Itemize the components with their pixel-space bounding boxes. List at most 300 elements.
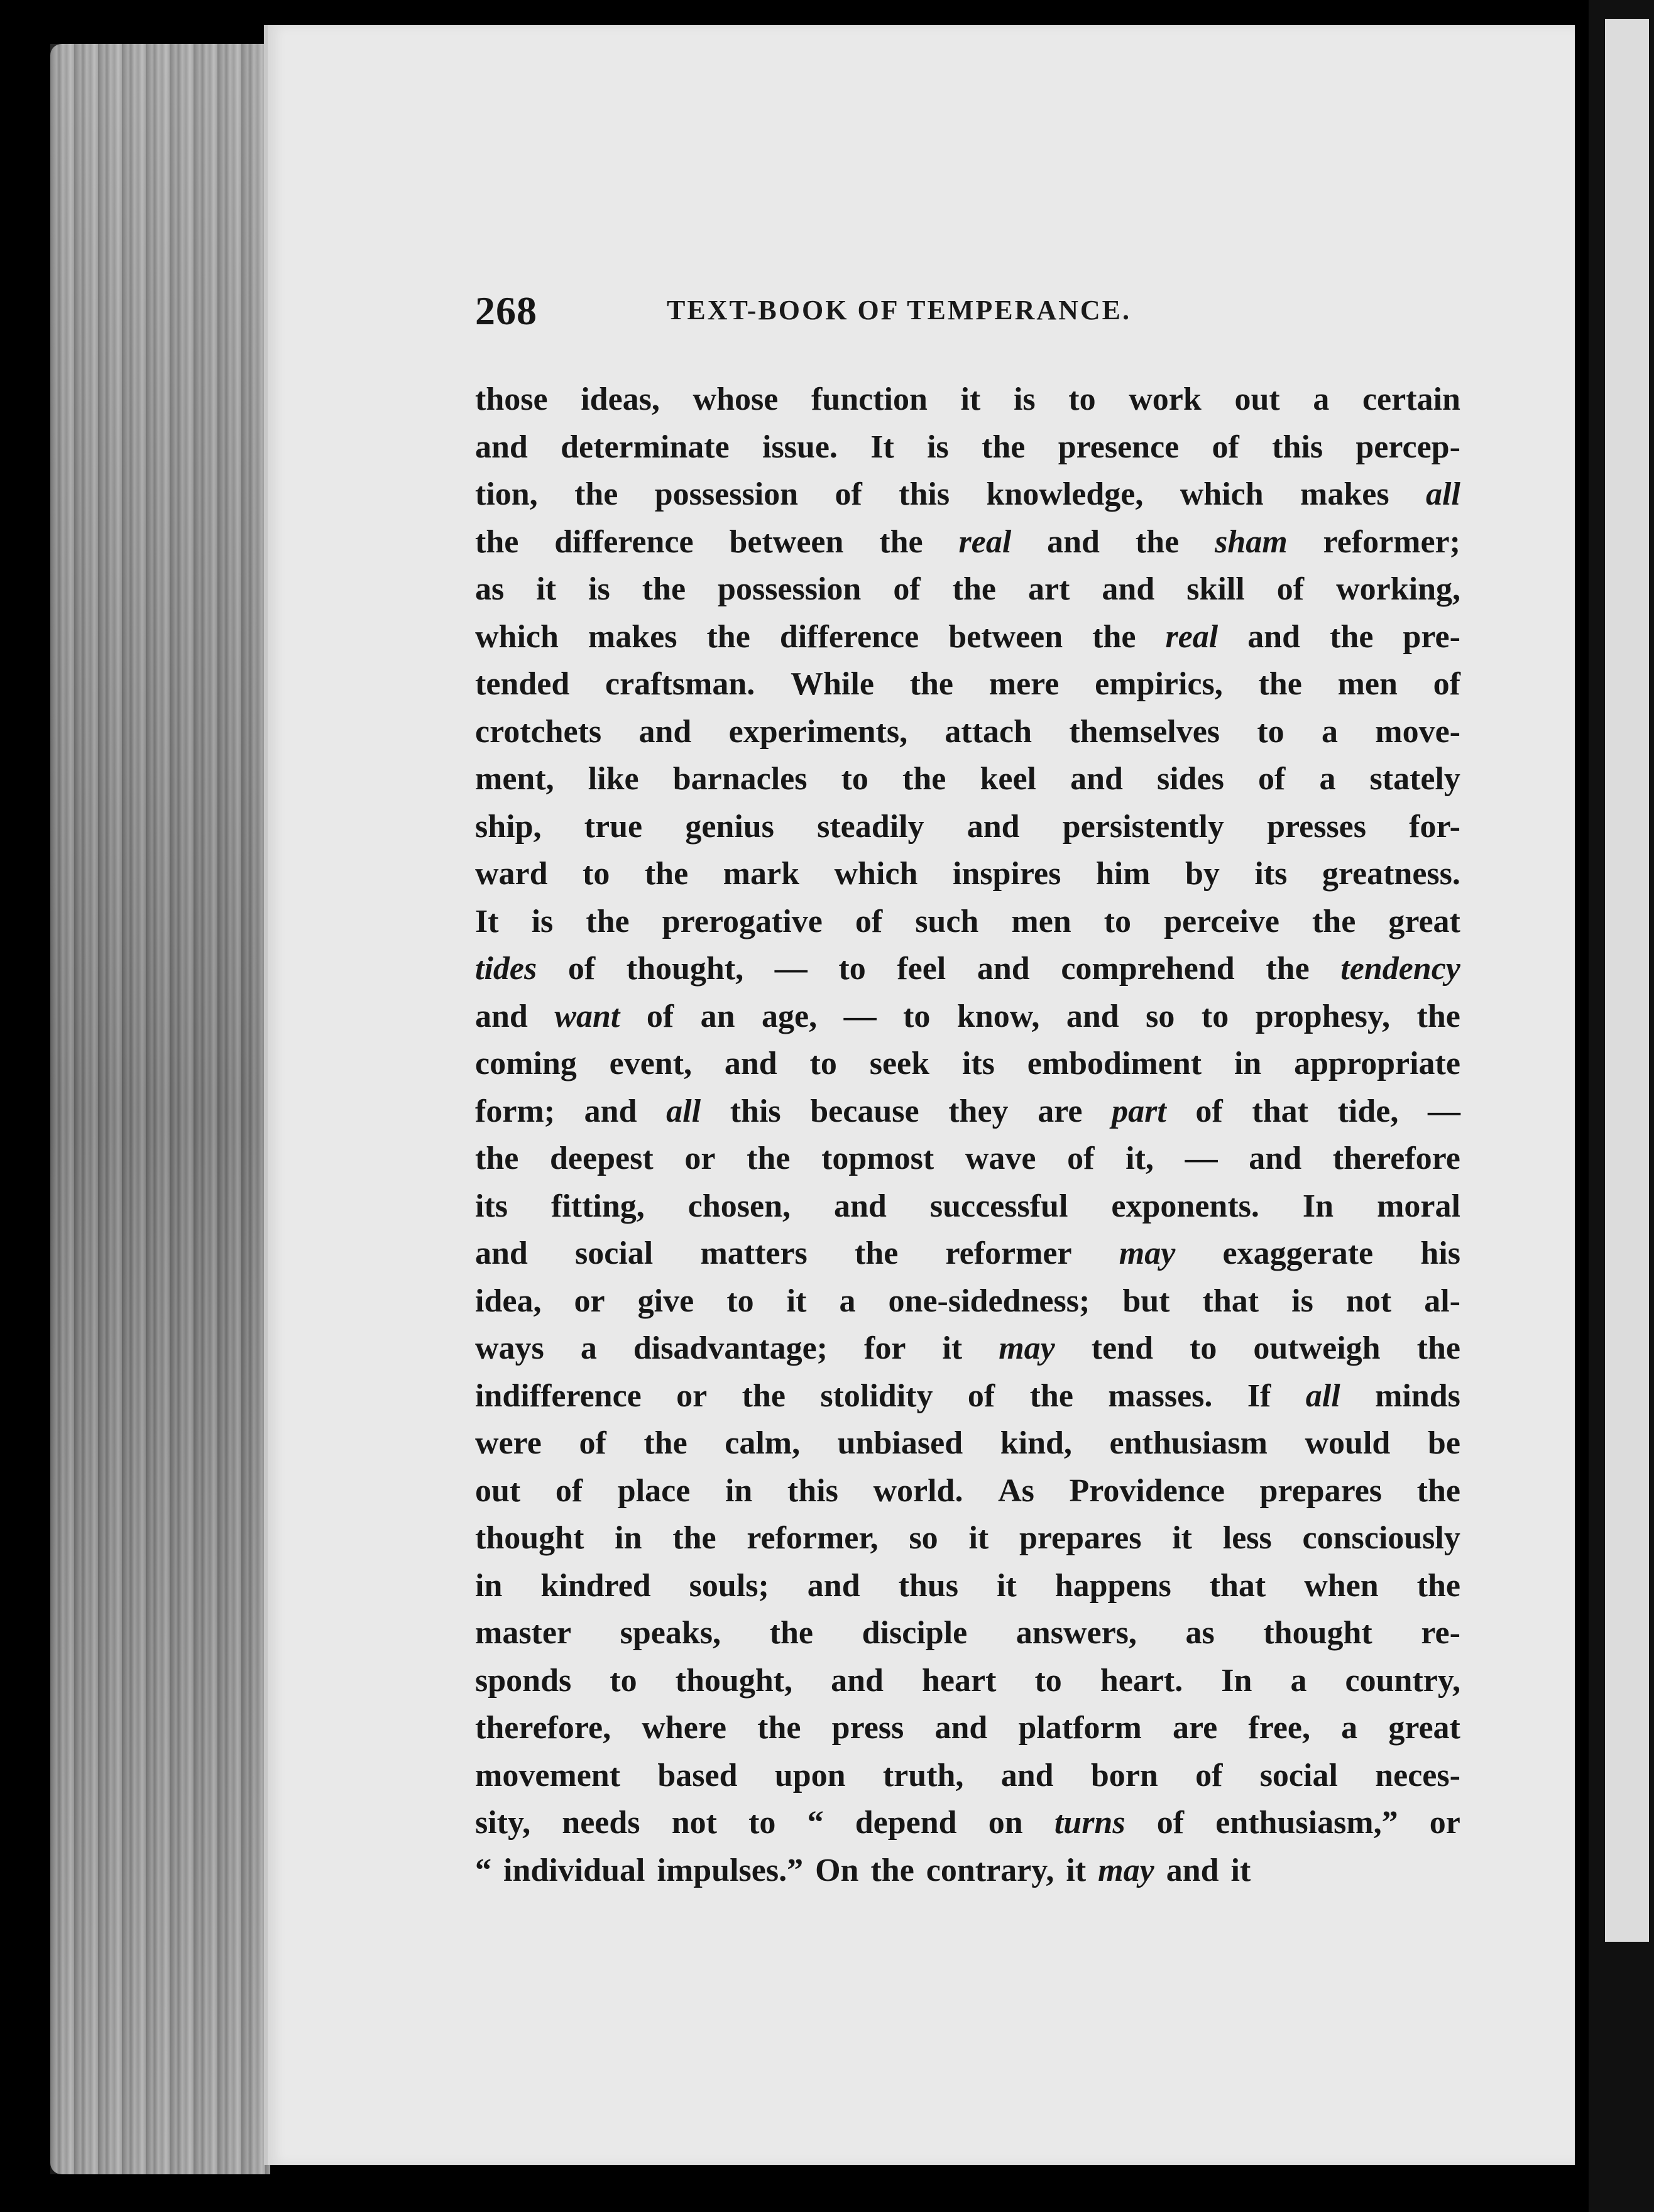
word: coming [475, 1046, 577, 1081]
word: this [787, 1472, 838, 1509]
word: country, [1345, 1662, 1460, 1699]
word: tendency [1340, 951, 1460, 987]
word: disadvantage; [633, 1330, 828, 1366]
word: the [1416, 1472, 1460, 1509]
word: enthusiasm [1109, 1425, 1268, 1461]
word: the [870, 1852, 914, 1888]
word: and [1249, 1141, 1302, 1176]
word: great [1388, 1710, 1460, 1746]
word: were [475, 1425, 542, 1461]
word: when [1304, 1567, 1379, 1604]
word: a [580, 1330, 597, 1366]
word: social [1259, 1757, 1338, 1793]
word: so [909, 1520, 938, 1556]
word: depend [855, 1805, 957, 1841]
word: for [864, 1330, 906, 1366]
text-line [475, 755, 1460, 803]
word: and [1000, 1757, 1054, 1793]
text-line [475, 1278, 1460, 1325]
word: are [1173, 1710, 1218, 1746]
word: to [726, 1283, 754, 1319]
word: successful [929, 1188, 1068, 1224]
word: and [724, 1046, 777, 1081]
word: and [638, 713, 692, 750]
word: and [1047, 523, 1100, 560]
word: it [942, 1330, 963, 1366]
text-line [475, 1135, 1460, 1183]
word: thought [475, 1520, 584, 1556]
word: a [1341, 1710, 1358, 1746]
word: its [961, 1046, 995, 1081]
word: the [879, 523, 923, 560]
word: and [1066, 998, 1119, 1034]
word: deepest [550, 1141, 654, 1176]
word: appropriate [1294, 1046, 1460, 1081]
word: perceive [1164, 903, 1279, 939]
word: neces- [1375, 1757, 1460, 1793]
word: between [948, 618, 1063, 655]
word: “ [475, 1852, 491, 1888]
word: idea, [475, 1283, 542, 1319]
word: by [1185, 856, 1220, 892]
word: function [811, 381, 928, 417]
word: because [810, 1093, 919, 1129]
word: like [588, 761, 639, 797]
text-line [475, 1372, 1460, 1420]
word: embodiment [1027, 1046, 1202, 1081]
word: the [672, 1520, 716, 1556]
word: of [835, 476, 862, 512]
word: of [1276, 571, 1305, 607]
book-page [264, 25, 1575, 2165]
word: where [642, 1710, 727, 1746]
word: in [475, 1567, 503, 1604]
word: inspires [952, 856, 1061, 892]
word: Providence [1069, 1472, 1225, 1509]
word: craftsman. [605, 666, 755, 702]
text-line [475, 1704, 1460, 1752]
word: therefore [1332, 1141, 1460, 1176]
word: they [948, 1093, 1009, 1129]
word: makes [1300, 476, 1389, 512]
text-line [475, 1230, 1460, 1278]
word: of [855, 903, 883, 939]
word: stately [1369, 761, 1460, 797]
word: it [996, 1567, 1017, 1604]
word: wave [965, 1141, 1036, 1176]
word: and [475, 1235, 528, 1271]
word: is [927, 429, 949, 465]
word: In [1221, 1662, 1252, 1699]
word: the [586, 903, 630, 939]
word: kind, [1000, 1425, 1072, 1461]
text-line [475, 1040, 1460, 1088]
word: the [1416, 998, 1460, 1034]
word: for- [1409, 808, 1460, 845]
word: outweigh [1253, 1330, 1381, 1366]
word: are [1038, 1093, 1083, 1129]
word: this [730, 1093, 781, 1129]
word: an [700, 998, 735, 1034]
word: steadily [817, 808, 924, 845]
word: to [1201, 998, 1229, 1034]
word: and [967, 808, 1020, 845]
word: greatness. [1322, 856, 1460, 892]
text-line [475, 803, 1460, 851]
word: genius [685, 808, 774, 845]
word: give [637, 1283, 694, 1319]
word: tended [475, 666, 570, 702]
word: of [567, 951, 596, 987]
word: tide, [1337, 1093, 1399, 1129]
word: all [1305, 1377, 1340, 1414]
word: all [1425, 476, 1460, 512]
next-page-edge [1589, 0, 1654, 2212]
word: may [1119, 1235, 1176, 1271]
word: is [1291, 1283, 1313, 1319]
word: the [1312, 903, 1356, 939]
word: to [838, 951, 866, 987]
word: and [1070, 761, 1123, 797]
word: seek [869, 1046, 930, 1081]
word: of [1212, 429, 1239, 465]
word: him [1095, 856, 1151, 892]
word: the [644, 1425, 687, 1461]
word: not [1345, 1283, 1392, 1319]
word: — [1185, 1141, 1218, 1176]
word: ward [475, 856, 548, 892]
word: it [536, 571, 557, 607]
word: in [1234, 1046, 1262, 1081]
text-line [475, 850, 1460, 898]
word: comprehend [1061, 951, 1235, 987]
word: disciple [862, 1615, 968, 1651]
word: it [960, 381, 981, 417]
word: speaks, [620, 1615, 721, 1651]
word: the [952, 571, 996, 607]
word: It [870, 429, 894, 465]
word: calm, [725, 1425, 801, 1461]
word: of [1067, 1141, 1095, 1176]
word: that [1202, 1283, 1259, 1319]
text-line [475, 376, 1460, 424]
word: of [1433, 666, 1460, 702]
word: tend [1091, 1330, 1153, 1366]
word: kindred [540, 1567, 651, 1604]
word: reformer; [1323, 523, 1460, 560]
word: possession [718, 571, 862, 607]
word: would [1305, 1425, 1391, 1461]
text-line [475, 566, 1460, 613]
text-line [475, 518, 1460, 566]
word: it [1172, 1520, 1192, 1556]
word: the [1330, 618, 1374, 655]
word: enthusiasm,” [1215, 1805, 1398, 1841]
word: fitting, [551, 1188, 645, 1224]
word: — [843, 998, 877, 1034]
word: exponents. [1111, 1188, 1259, 1224]
word: prerogative [662, 903, 823, 939]
word: the [982, 429, 1026, 465]
word: real [1165, 618, 1219, 655]
word: the [769, 1615, 813, 1651]
word: presence [1058, 429, 1180, 465]
word: press [831, 1710, 904, 1746]
text-line [475, 1609, 1460, 1657]
text-line [475, 1657, 1460, 1705]
word: consciously [1302, 1520, 1460, 1556]
word: and [1102, 571, 1155, 607]
word: one-sidedness; [888, 1283, 1090, 1319]
word: the [475, 523, 519, 560]
word: on [988, 1805, 1023, 1841]
word: truth, [882, 1757, 964, 1793]
text-line [475, 1467, 1460, 1515]
word: — [774, 951, 808, 987]
word: empirics, [1095, 666, 1223, 702]
word: this [899, 476, 950, 512]
word: and [1166, 1852, 1219, 1888]
word: reformer, [747, 1520, 879, 1556]
word: is [1013, 381, 1036, 417]
word: the [1266, 951, 1310, 987]
word: to [1257, 713, 1284, 750]
word: movement [475, 1757, 621, 1793]
word: real [958, 523, 1012, 560]
word: ment, [475, 761, 554, 797]
word: knowledge, [986, 476, 1144, 512]
word: determinate [561, 429, 730, 465]
word: ideas, [581, 381, 660, 417]
word: pre- [1403, 618, 1460, 655]
word: great [1388, 903, 1460, 939]
word: mere [989, 666, 1060, 702]
word: which [1180, 476, 1264, 512]
word: tides [475, 951, 537, 987]
word: age, [762, 998, 818, 1034]
text-line [475, 898, 1460, 946]
word: to [610, 1662, 637, 1699]
word: the [642, 571, 686, 607]
word: that [1252, 1093, 1308, 1129]
word: to [1034, 1662, 1062, 1699]
word: to [809, 1046, 837, 1081]
word: such [915, 903, 979, 939]
word: the [1135, 523, 1180, 560]
word: the [574, 476, 618, 512]
word: While [791, 666, 874, 702]
word: so [1146, 998, 1175, 1034]
text-line [475, 424, 1460, 471]
text-line [475, 660, 1460, 708]
word: and [584, 1093, 637, 1129]
word: As [998, 1472, 1034, 1509]
word: possession [654, 476, 799, 512]
word: the [475, 1141, 519, 1176]
word: social [575, 1235, 654, 1271]
word: form; [475, 1093, 556, 1129]
word: the [747, 1141, 791, 1176]
word: experiments, [728, 713, 908, 750]
word: chosen, [687, 1188, 791, 1224]
word: the [1416, 1567, 1460, 1604]
word: and [1247, 618, 1301, 655]
word: the [1416, 1330, 1460, 1366]
text-line [475, 1799, 1460, 1847]
word: it [968, 1520, 989, 1556]
word: be [1427, 1425, 1460, 1461]
word: true [584, 808, 643, 845]
word: all [666, 1093, 701, 1129]
word: based [657, 1757, 738, 1793]
word: ship, [475, 808, 542, 845]
word: thus [898, 1567, 959, 1604]
word: of [646, 998, 674, 1034]
text-line [475, 708, 1460, 756]
word: it, [1125, 1141, 1154, 1176]
word: thought, [626, 951, 744, 987]
word: and [934, 1710, 988, 1746]
text-line [475, 945, 1460, 993]
word: and [475, 998, 528, 1034]
word: the [1092, 618, 1136, 655]
word: may [1098, 1852, 1154, 1888]
word: free, [1248, 1710, 1311, 1746]
word: platform [1018, 1710, 1142, 1746]
word: and [834, 1188, 887, 1224]
text-line [475, 993, 1460, 1041]
word: presses [1267, 808, 1366, 845]
word: In [1302, 1188, 1334, 1224]
word: to [1190, 1330, 1217, 1366]
word: out [1234, 381, 1280, 417]
word: feel [897, 951, 946, 987]
word: moral [1377, 1188, 1460, 1224]
word: the [1258, 666, 1302, 702]
word: it [1230, 1852, 1251, 1888]
word: the [742, 1377, 786, 1414]
page-number: 268 [475, 288, 537, 333]
word: individual [503, 1852, 645, 1888]
word: heart. [1100, 1662, 1183, 1699]
word: unbiased [837, 1425, 963, 1461]
word: contrary, [926, 1852, 1054, 1888]
word: is [531, 903, 554, 939]
word: barnacles [672, 761, 808, 797]
word: sponds [475, 1662, 572, 1699]
word: al- [1424, 1283, 1460, 1319]
word: answers, [1016, 1615, 1137, 1651]
word: of [1258, 761, 1286, 797]
word: to [583, 856, 610, 892]
word: whose [693, 381, 779, 417]
word: themselves [1069, 713, 1220, 750]
word: topmost [821, 1141, 934, 1176]
word: the [1029, 1377, 1073, 1414]
word: impulses.” [657, 1852, 804, 1888]
word: of [555, 1472, 583, 1509]
word: in [615, 1520, 642, 1556]
word: a [1319, 761, 1336, 797]
word: as [475, 571, 505, 607]
word: re- [1421, 1615, 1460, 1651]
word: of [1195, 1093, 1223, 1129]
word: keel [980, 761, 1036, 797]
word: — [1427, 1093, 1460, 1129]
word: attach [945, 713, 1032, 750]
text-line [475, 1420, 1460, 1467]
word: move- [1375, 713, 1460, 750]
word: a [1313, 381, 1330, 417]
word: world. [873, 1472, 963, 1509]
word: a [839, 1283, 856, 1319]
word: and [977, 951, 1030, 987]
word: upon [774, 1757, 846, 1793]
word: the [706, 618, 750, 655]
word: work [1129, 381, 1202, 417]
word: happens [1054, 1567, 1171, 1604]
word: master [475, 1615, 572, 1651]
word: a [1290, 1662, 1307, 1699]
word: in [725, 1472, 753, 1509]
word: and [475, 429, 528, 465]
word: or [574, 1283, 605, 1319]
word: his [1420, 1235, 1460, 1271]
word: skill [1186, 571, 1245, 607]
word: indifference [475, 1377, 642, 1414]
word: thought [1263, 1615, 1372, 1651]
word: needs [562, 1805, 640, 1841]
word: prepares [1019, 1520, 1142, 1556]
word: of [579, 1425, 606, 1461]
word: to [903, 998, 931, 1034]
word: prophesy, [1255, 998, 1391, 1034]
word: mark [723, 856, 799, 892]
word: know, [956, 998, 1040, 1034]
text-line [475, 1847, 1460, 1895]
word: persistently [1062, 808, 1224, 845]
book-page-edges [50, 44, 270, 2174]
word: therefore, [475, 1710, 611, 1746]
word: or [1429, 1805, 1460, 1841]
text-line [475, 1088, 1460, 1136]
word: tion, [475, 476, 538, 512]
word: thought, [675, 1662, 793, 1699]
word: a [1321, 713, 1338, 750]
word: the [909, 666, 953, 702]
word: issue. [762, 429, 838, 465]
word: or [684, 1141, 716, 1176]
word: and [807, 1567, 860, 1604]
word: this [1272, 429, 1323, 465]
page-header [475, 288, 1493, 338]
word: men [1011, 903, 1071, 939]
word: of [967, 1377, 995, 1414]
word: it [1066, 1852, 1087, 1888]
word: part [1112, 1093, 1166, 1129]
word: its [475, 1188, 508, 1224]
word: percep- [1356, 429, 1460, 465]
word: those [475, 381, 548, 417]
word: between [729, 523, 844, 560]
word: it [786, 1283, 807, 1319]
text-line [475, 613, 1460, 661]
word: the [644, 856, 689, 892]
word: less [1222, 1520, 1272, 1556]
word: It [475, 903, 499, 939]
word: which [475, 618, 559, 655]
word: its [1254, 856, 1288, 892]
